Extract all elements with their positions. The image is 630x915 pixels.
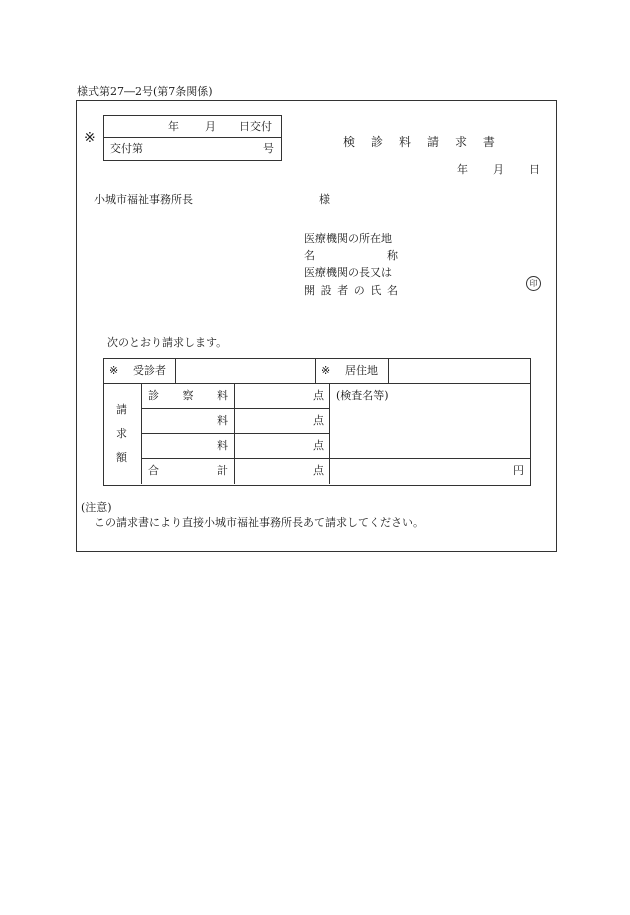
table-line [103, 383, 530, 384]
consultation-fee-char: 料 [217, 389, 228, 402]
points-unit: 点 [313, 414, 324, 427]
issue-month: 月 [205, 120, 216, 133]
table-line [175, 358, 176, 383]
issue-year: 年 [168, 120, 179, 133]
issue-number-prefix: 交付第 [110, 142, 143, 155]
table-line [141, 408, 329, 409]
issue-number-suffix: 号 [263, 142, 274, 155]
fee-label: 料 [217, 439, 228, 452]
founder-char: 開 [304, 284, 315, 297]
document-title [343, 136, 495, 148]
total-label-char: 合 [148, 464, 159, 477]
consultation-fee-label [148, 390, 228, 401]
total-label-char: 計 [217, 464, 228, 477]
issue-day: 日交付 [239, 120, 272, 133]
institution-head-label: 医療機関の長又は [304, 266, 392, 279]
founder-char: 設 [320, 284, 332, 297]
issue-mark: ※ [84, 130, 96, 146]
founder-char: 名 [386, 284, 398, 297]
claim-label-char: 請 [116, 403, 127, 416]
claim-label-char: 額 [116, 451, 127, 464]
date-year: 年 [457, 163, 468, 176]
notes-text: この請求書により直接小城市福祉事務所長あて請求してください。 [94, 516, 424, 529]
issue-box-divider [103, 137, 281, 138]
table-line [234, 383, 235, 484]
fee-label: 料 [217, 414, 228, 427]
addressee: 小城市福祉事務所長 [94, 193, 193, 206]
table-line [141, 433, 329, 434]
notes-heading: (注意) [81, 501, 112, 514]
consultation-fee-char: 診 [148, 389, 159, 402]
honorific: 様 [319, 193, 330, 206]
table-line [141, 458, 530, 459]
patient-mark: ※ [109, 364, 119, 377]
yen-unit: 円 [513, 464, 524, 477]
founder-char: の [353, 284, 365, 297]
title-char: 検 [343, 135, 356, 149]
table-line [315, 358, 316, 383]
date-day: 日 [529, 163, 540, 176]
residence-label: 居住地 [345, 364, 378, 377]
founder-char: 氏 [370, 284, 382, 297]
institution-name-label-1: 名 [304, 249, 315, 262]
exam-name-label: (検査名等) [336, 389, 389, 402]
form-label: 様式第27―2号(第7条関係) [77, 85, 213, 98]
points-unit: 点 [313, 389, 324, 402]
residence-mark: ※ [321, 364, 331, 377]
table-line [388, 358, 389, 383]
patient-label: 受診者 [133, 364, 166, 377]
intro-text: 次のとおり請求します。 [107, 336, 228, 349]
institution-name-label-2: 称 [387, 249, 398, 262]
title-char: 書 [482, 135, 495, 149]
table-line [141, 383, 142, 484]
founder-name-label [304, 285, 398, 296]
table-line [329, 383, 330, 484]
title-char: 診 [370, 135, 383, 149]
points-unit: 点 [313, 464, 324, 477]
institution-location-label: 医療機関の所在地 [304, 232, 392, 245]
seal-mark: 印 [526, 276, 541, 291]
title-char: 求 [454, 135, 467, 149]
title-char: 料 [398, 135, 411, 149]
claim-label-char: 求 [116, 427, 127, 440]
date-month: 月 [493, 163, 504, 176]
points-unit: 点 [313, 439, 324, 452]
consultation-fee-char: 察 [182, 389, 194, 402]
founder-char: 者 [337, 284, 349, 297]
title-char: 請 [426, 135, 439, 149]
